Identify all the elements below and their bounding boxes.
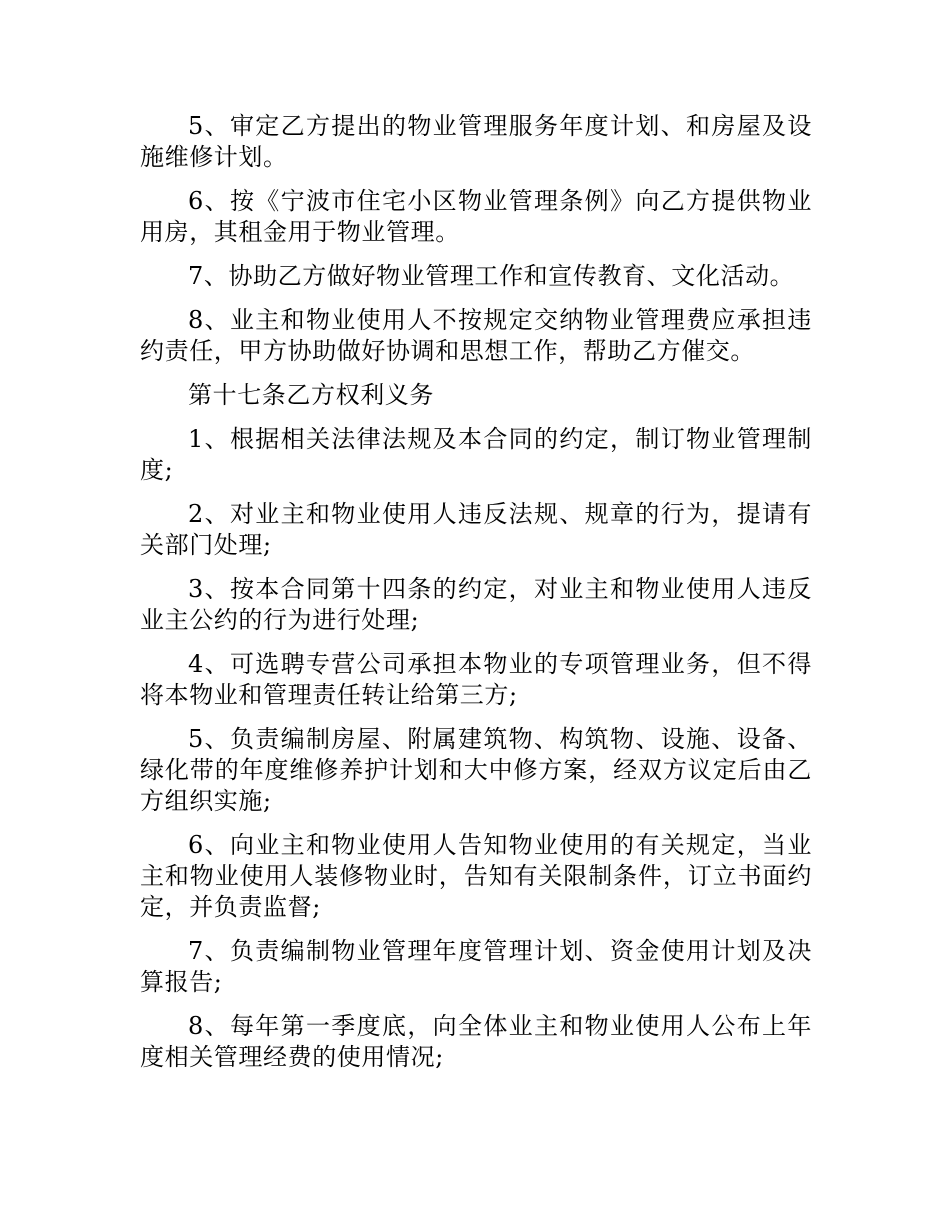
paragraph-party-a-duty-8: 8、业主和物业使用人不按规定交纳物业管理费应承担违约责任，甲方协助做好协调和思想工作，帮助乙方催交。 [140,306,812,365]
paragraph-party-b-duty-4: 4、可选聘专营公司承担本物业的专项管理业务，但不得将本物业和管理责任转让给第三方; [140,650,812,709]
paragraph-party-a-duty-5: 5、审定乙方提出的物业管理服务年度计划、和房屋及设施维修计划。 [140,112,812,171]
paragraph-party-b-duty-3: 3、按本合同第十四条的约定，对业主和物业使用人违反业主公约的行为进行处理; [140,575,812,634]
paragraph-party-b-duty-5: 5、负责编制房屋、附属建筑物、构筑物、设施、设备、绿化带的年度维修养护计划和大中修方案，经双方议定后由乙方组织实施; [140,725,812,815]
paragraph-party-b-duty-6: 6、向业主和物业使用人告知物业使用的有关规定，当业主和物业使用人装修物业时，告知有关限制条件，订立书面约定，并负责监督; [140,831,812,921]
paragraph-party-b-duty-2: 2、对业主和物业使用人违反法规、规章的行为，提请有关部门处理; [140,500,812,559]
paragraph-party-a-duty-6: 6、按《宁波市住宅小区物业管理条例》向乙方提供物业用房，其租金用于物业管理。 [140,187,812,246]
document-body [140,111,812,1086]
paragraph-party-b-duty-8: 8、每年第一季度底，向全体业主和物业使用人公布上年度相关管理经费的使用情况; [140,1012,812,1071]
paragraph-party-b-duty-1: 1、根据相关法律法规及本合同的约定，制订物业管理制度; [140,425,812,484]
article-17-heading: 第十七条乙方权利义务 [188,381,434,409]
paragraph-party-a-duty-7: 7、协助乙方做好物业管理工作和宣传教育、文化活动。 [188,262,795,290]
paragraph-party-b-duty-7: 7、负责编制物业管理年度管理计划、资金使用计划及决算报告; [140,937,812,996]
